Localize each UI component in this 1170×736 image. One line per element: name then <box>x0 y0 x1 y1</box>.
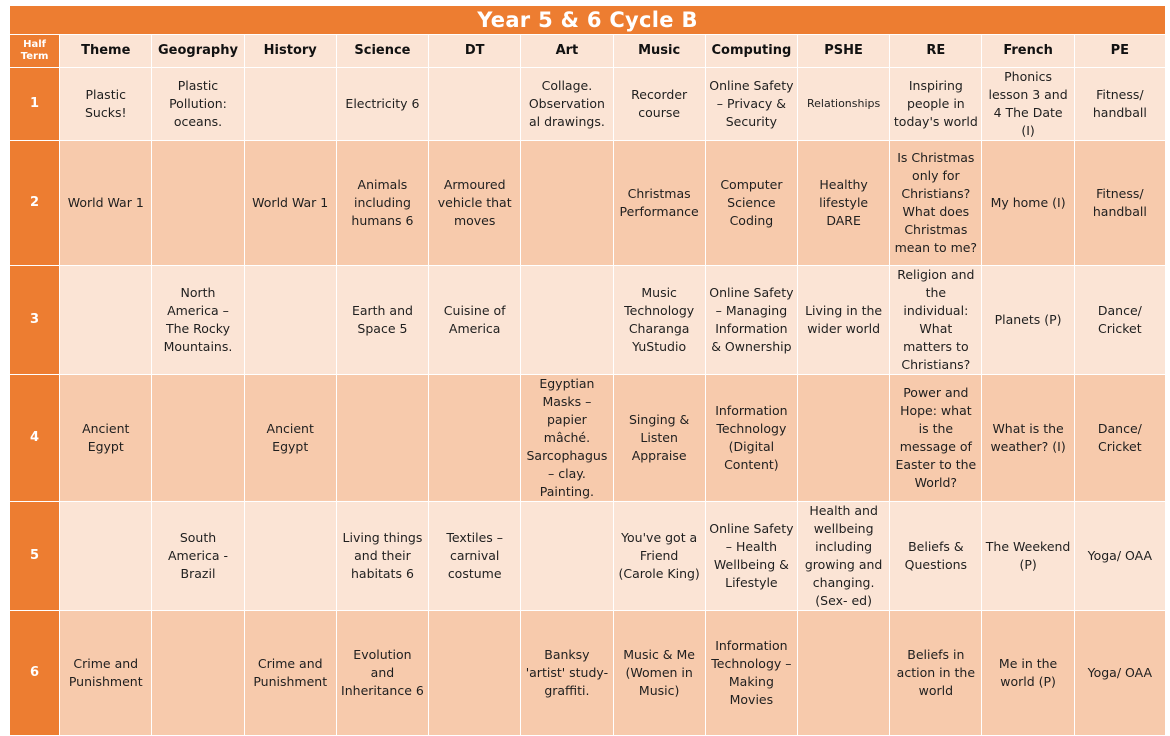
art-cell <box>521 266 613 375</box>
geography-cell <box>152 141 244 266</box>
table-row <box>10 68 1166 141</box>
theme-cell: Crime and Punishment <box>60 611 152 736</box>
music-cell: Christmas Performance <box>613 141 705 266</box>
computing-cell: Online Safety – Health Wellbeing & Lifestyle <box>705 502 797 611</box>
french-cell: Planets (P) <box>982 266 1074 375</box>
computing-cell: Computer Science Coding <box>705 141 797 266</box>
pe-cell: Fitness/ handball <box>1074 68 1165 141</box>
half-term-number: 6 <box>10 611 60 736</box>
french-cell: Phonics lesson 3 and 4 The Date (I) <box>982 68 1074 141</box>
theme-cell <box>60 266 152 375</box>
music-cell: Music Technology Charanga YuStudio <box>613 266 705 375</box>
column-header-art: Art <box>521 35 613 68</box>
history-cell: Crime and Punishment <box>244 611 336 736</box>
science-cell: Evolution and Inheritance 6 <box>336 611 428 736</box>
art-cell: Collage. Observation al drawings. <box>521 68 613 141</box>
french-cell: The Weekend (P) <box>982 502 1074 611</box>
theme-cell: Plastic Sucks! <box>60 68 152 141</box>
history-cell <box>244 68 336 141</box>
theme-cell: World War 1 <box>60 141 152 266</box>
table-row <box>10 375 1166 502</box>
science-cell <box>336 375 428 502</box>
column-header-science: Science <box>336 35 428 68</box>
column-header-half-term: Half Term <box>10 35 60 68</box>
table-title: Year 5 & 6 Cycle B <box>10 6 1166 35</box>
pshe-cell: Healthy lifestyle DARE <box>798 141 890 266</box>
re-cell: Religion and the individual: What matters to Christians? <box>890 266 982 375</box>
column-header-re: RE <box>890 35 982 68</box>
science-cell: Animals including humans 6 <box>336 141 428 266</box>
re-cell: Inspiring people in today's world <box>890 68 982 141</box>
pshe-cell: Living in the wider world <box>798 266 890 375</box>
pshe-cell: Relationships <box>798 68 890 141</box>
column-header-history: History <box>244 35 336 68</box>
french-cell: Me in the world (P) <box>982 611 1074 736</box>
dt-cell: Cuisine of America <box>429 266 521 375</box>
music-cell: Music & Me (Women in Music) <box>613 611 705 736</box>
column-header-pe: PE <box>1074 35 1165 68</box>
column-header-geography: Geography <box>152 35 244 68</box>
pe-cell: Dance/ Cricket <box>1074 266 1165 375</box>
pe-cell: Fitness/ handball <box>1074 141 1165 266</box>
table-row <box>10 611 1166 736</box>
half-term-number: 5 <box>10 502 60 611</box>
re-cell: Beliefs in action in the world <box>890 611 982 736</box>
table-row <box>10 266 1166 375</box>
column-header-french: French <box>982 35 1074 68</box>
geography-cell <box>152 375 244 502</box>
dt-cell <box>429 375 521 502</box>
french-cell: My home (I) <box>982 141 1074 266</box>
half-term-number: 3 <box>10 266 60 375</box>
pe-cell: Dance/ Cricket <box>1074 375 1165 502</box>
history-cell <box>244 266 336 375</box>
column-header-theme: Theme <box>60 35 152 68</box>
theme-cell <box>60 502 152 611</box>
science-cell: Living things and their habitats 6 <box>336 502 428 611</box>
science-cell: Electricity 6 <box>336 68 428 141</box>
art-cell <box>521 502 613 611</box>
theme-cell: Ancient Egypt <box>60 375 152 502</box>
pshe-cell <box>798 611 890 736</box>
art-cell: Egyptian Masks – papier mâché. Sarcophagus – clay. Painting. <box>521 375 613 502</box>
column-header-computing: Computing <box>705 35 797 68</box>
computing-cell: Information Technology (Digital Content) <box>705 375 797 502</box>
computing-cell: Information Technology – Making Movies <box>705 611 797 736</box>
music-cell: You've got a Friend (Carole King) <box>613 502 705 611</box>
pe-cell: Yoga/ OAA <box>1074 611 1165 736</box>
music-cell: Recorder course <box>613 68 705 141</box>
column-header-music: Music <box>613 35 705 68</box>
curriculum-table <box>9 5 1166 736</box>
history-cell <box>244 502 336 611</box>
curriculum-grid <box>9 5 1166 736</box>
geography-cell: Plastic Pollution: oceans. <box>152 68 244 141</box>
art-cell <box>521 141 613 266</box>
half-term-number: 1 <box>10 68 60 141</box>
art-cell: Banksy 'artist' study- graffiti. <box>521 611 613 736</box>
dt-cell: Armoured vehicle that moves <box>429 141 521 266</box>
column-header-dt: DT <box>429 35 521 68</box>
half-term-number: 4 <box>10 375 60 502</box>
re-cell: Is Christmas only for Christians? What does Christmas mean to me? <box>890 141 982 266</box>
dt-cell <box>429 68 521 141</box>
re-cell: Beliefs & Questions <box>890 502 982 611</box>
pshe-cell: Health and wellbeing including growing and changing. (Sex- ed) <box>798 502 890 611</box>
french-cell: What is the weather? (I) <box>982 375 1074 502</box>
re-cell: Power and Hope: what is the message of Easter to the World? <box>890 375 982 502</box>
geography-cell: North America – The Rocky Mountains. <box>152 266 244 375</box>
history-cell: World War 1 <box>244 141 336 266</box>
music-cell: Singing & Listen Appraise <box>613 375 705 502</box>
geography-cell <box>152 611 244 736</box>
table-row <box>10 141 1166 266</box>
half-term-number: 2 <box>10 141 60 266</box>
column-header-pshe: PSHE <box>798 35 890 68</box>
pshe-cell <box>798 375 890 502</box>
computing-cell: Online Safety – Privacy & Security <box>705 68 797 141</box>
computing-cell: Online Safety – Managing Information & Ownership <box>705 266 797 375</box>
dt-cell <box>429 611 521 736</box>
science-cell: Earth and Space 5 <box>336 266 428 375</box>
dt-cell: Textiles – carnival costume <box>429 502 521 611</box>
history-cell: Ancient Egypt <box>244 375 336 502</box>
pe-cell: Yoga/ OAA <box>1074 502 1165 611</box>
table-row <box>10 502 1166 611</box>
geography-cell: South America - Brazil <box>152 502 244 611</box>
